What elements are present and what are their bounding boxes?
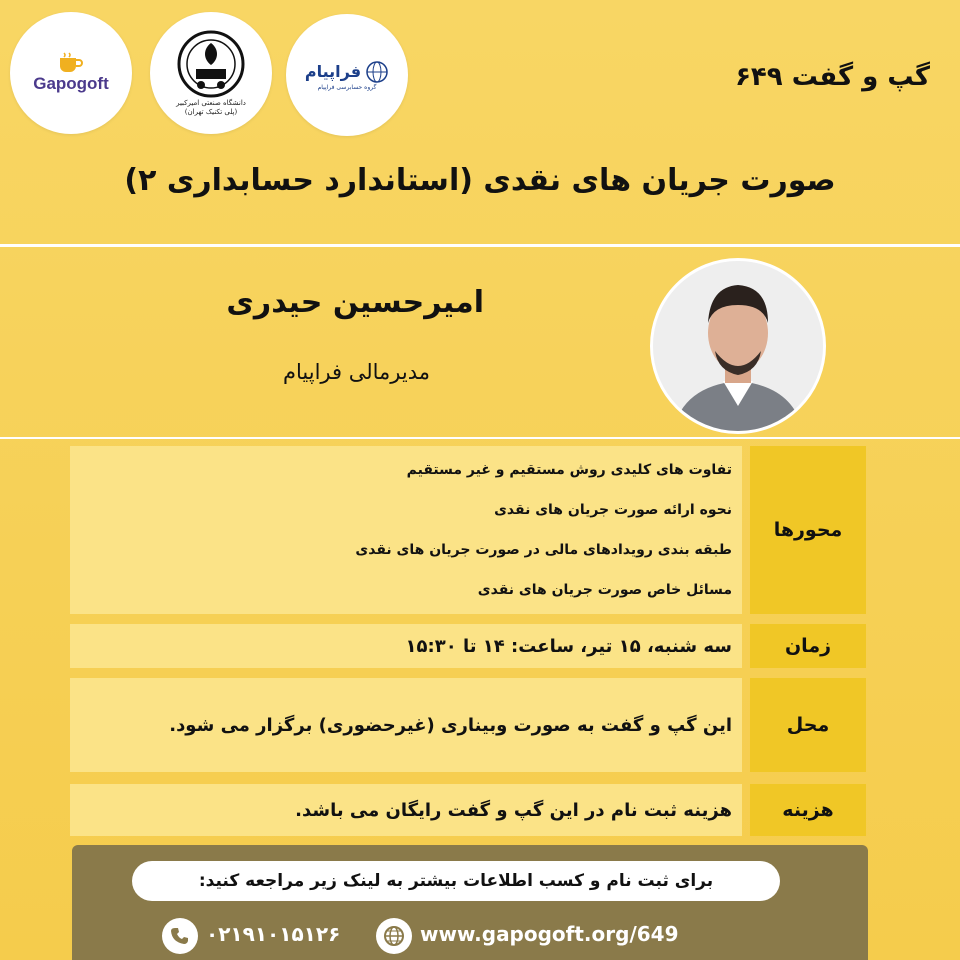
series-title: گپ و گفت ۶۴۹ (735, 62, 930, 92)
amirkabir-university-logo (150, 12, 272, 134)
university-name: دانشگاه صنعتی امیرکبیر (176, 99, 246, 107)
topic-item: نحوه ارائه صورت جریان های نقدی (494, 502, 732, 518)
place-label: محل (750, 678, 866, 772)
divider (0, 437, 960, 439)
topics-label: محورها (750, 446, 866, 614)
globe-logo-icon (365, 60, 389, 84)
registration-cta: برای ثبت نام و کسب اطلاعات بیشتر به لینک زیر مراجعه کنید: (132, 861, 780, 901)
phone-icon (162, 918, 198, 954)
time-value: سه شنبه، ۱۵ تیر، ساعت: ۱۴ تا ۱۵:۳۰ (405, 635, 732, 657)
time-row (70, 624, 742, 668)
gapogoft-logo (10, 12, 132, 134)
speaker-role: مدیرمالی فراپیام (283, 360, 430, 384)
faraypayam-logo-text: فراپیام (304, 62, 362, 81)
phone-number[interactable]: ۰۲۱۹۱۰۱۵۱۲۶ (206, 922, 341, 946)
divider (0, 244, 960, 247)
topics-list (70, 446, 742, 614)
cup-icon (56, 52, 86, 74)
topic-item: مسائل خاص صورت جریان های نقدی (477, 582, 732, 598)
place-row (70, 678, 742, 772)
topic-item: تفاوت های کلیدی روش مستقیم و غیر مستقیم (406, 462, 732, 478)
time-label: زمان (750, 624, 866, 668)
cost-value: هزینه ثبت نام در این گپ و گفت رایگان می باشد. (295, 799, 732, 821)
cost-label: هزینه (750, 784, 866, 836)
cost-row (70, 784, 742, 836)
gapogoft-logo-text: Gapogoft (33, 74, 109, 93)
globe-icon (376, 918, 412, 954)
university-subtitle: (پلی تکنیک تهران) (184, 108, 238, 116)
speaker-portrait (653, 261, 823, 431)
speaker-name: امیرحسین حیدری (226, 285, 484, 320)
faraypayam-logo-subtitle: گروه حسابرسی فراپیام (317, 83, 377, 91)
topic-item: طبقه بندی رویدادهای مالی در صورت جریان های نقدی (355, 542, 732, 558)
registration-link[interactable]: www.gapogoft.org/649 (420, 922, 679, 946)
university-emblem-icon (176, 29, 246, 99)
faraypayam-logo (286, 14, 408, 136)
speaker-photo (650, 258, 826, 434)
place-value: این گپ و گفت به صورت وبیناری (غیرحضوری) برگزار می شود. (169, 714, 732, 736)
event-title: صورت جریان های نقدی (استاندارد حسابداری ۲) (124, 163, 836, 198)
